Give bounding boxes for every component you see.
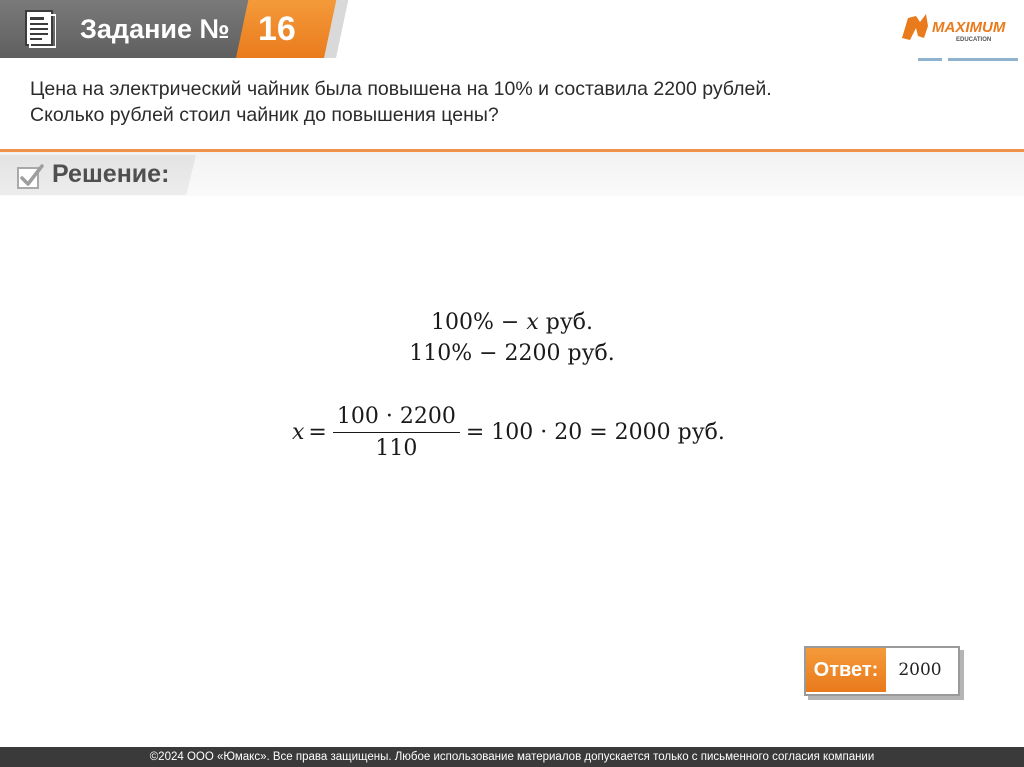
- logo-underline: [918, 58, 942, 61]
- fraction-denominator: 110: [375, 435, 418, 461]
- task-label: Задание №: [80, 14, 230, 44]
- question-line: Цена на электрический чайник была повышена на 10% и составила 2200 рублей.: [30, 78, 772, 100]
- proportion-line-2: 110% − 2200 руб.: [409, 341, 615, 366]
- question-text: [30, 76, 1000, 128]
- math-operator: −: [500, 310, 520, 335]
- math-variable: x: [526, 310, 539, 335]
- math-result: = 100 · 20 = 2000 руб.: [465, 419, 725, 445]
- fraction-numerator: 100 · 2200: [333, 404, 460, 433]
- solution-label: Решение:: [52, 160, 170, 188]
- proportion-line-1: [262, 310, 762, 335]
- logo-underline: [948, 58, 1018, 61]
- logo-sub: EDUCATION: [956, 37, 992, 43]
- document-icon: [24, 9, 56, 49]
- math-term: 100%: [430, 310, 494, 335]
- task-number: 16: [258, 10, 296, 48]
- answer-label: Ответ:: [806, 648, 886, 692]
- solution-equation: [292, 400, 725, 464]
- logo-brand: MAXIMUM: [932, 19, 1006, 36]
- answer-value: 2000: [898, 660, 942, 680]
- checkbox-check-icon: [16, 162, 44, 190]
- math-operator: =: [308, 419, 327, 445]
- math-unit: руб.: [545, 310, 594, 335]
- math-variable: x: [292, 419, 305, 445]
- maximum-logo-icon: [898, 8, 1018, 48]
- copyright-footer: ©2024 ООО «Юмакс». Все права защищены. Любое использование материалов допускается только с письменного согласия компании: [0, 747, 1024, 767]
- fraction: [333, 404, 460, 461]
- question-line: Сколько рублей стоил чайник до повышения цены?: [30, 104, 499, 126]
